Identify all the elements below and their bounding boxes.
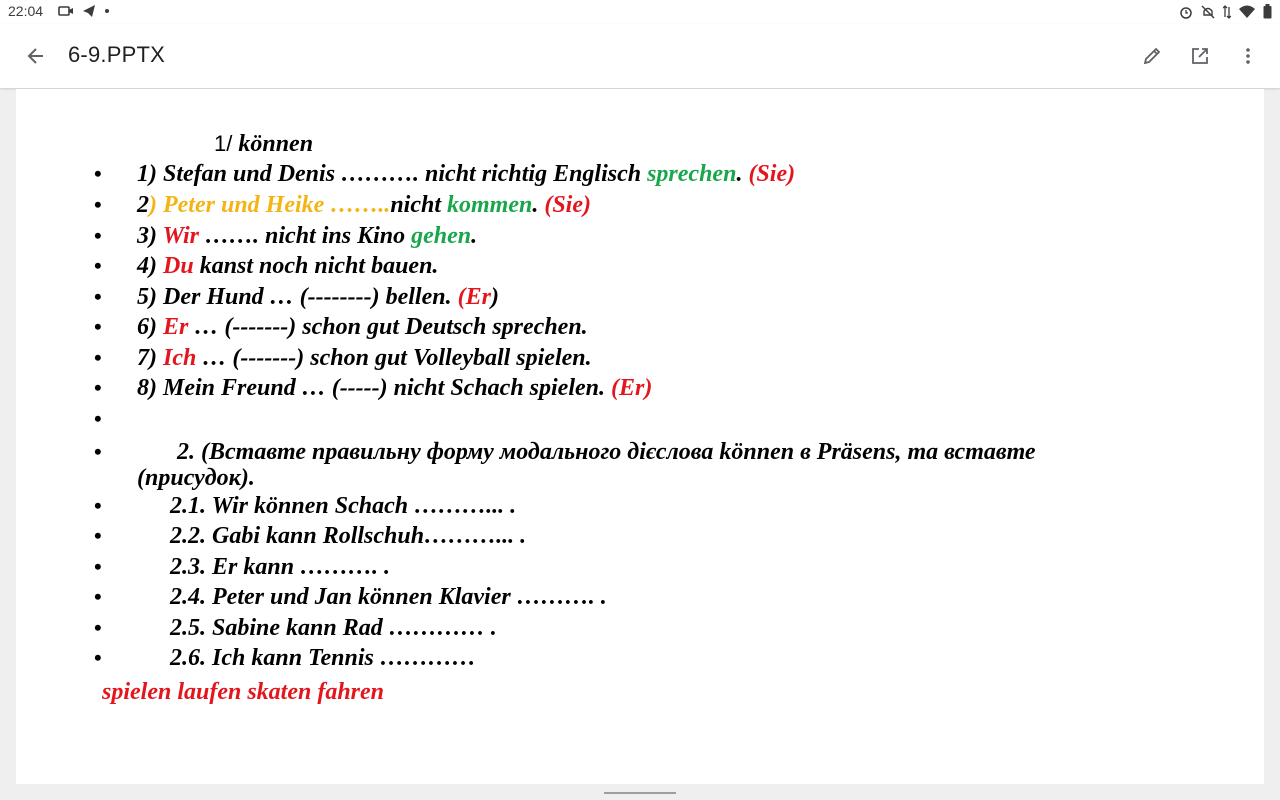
list-item-text — [137, 375, 652, 402]
status-left-icons — [58, 4, 110, 18]
exercise-text: 2.6. Ich kann Tennis ………… — [170, 645, 476, 671]
telegram-icon — [82, 4, 96, 18]
list-item-text — [137, 314, 588, 341]
arrow-back-icon — [26, 46, 46, 66]
text-segment: sprechen — [647, 161, 737, 187]
text-segment: 5) Der Hund … (--------) bellen. — [137, 284, 458, 310]
bullet: • — [94, 314, 102, 339]
slide-heading — [214, 131, 313, 158]
text-segment: nicht — [390, 192, 447, 218]
app-bar — [0, 24, 1280, 88]
text-segment: . — [471, 223, 478, 249]
battery-icon — [1263, 4, 1272, 19]
edit-icon — [1142, 46, 1162, 66]
list-item-text — [137, 161, 795, 188]
bullet: • — [94, 615, 102, 640]
list-item-text — [137, 253, 438, 280]
bullet: • — [94, 284, 102, 309]
text-segment: 6) — [137, 314, 163, 340]
text-segment: kommen — [447, 192, 533, 218]
edit-button[interactable] — [1132, 36, 1172, 76]
open-external-button[interactable] — [1180, 36, 1220, 76]
text-segment: … (-------) schon gut Volleyball spielen. — [196, 345, 592, 371]
bullet: • — [94, 375, 102, 400]
text-segment: ) Peter und Heike …….. — [149, 192, 391, 218]
text-segment: ) — [490, 284, 499, 310]
bullet: • — [94, 645, 102, 670]
video-icon — [58, 5, 74, 17]
text-segment: 1) Stefan und Denis ………. nicht richtig Englisch — [137, 161, 648, 187]
text-segment: … (-------) schon gut Deutsch sprechen. — [188, 314, 588, 340]
open-external-icon — [1190, 46, 1210, 66]
bullet: • — [94, 523, 102, 548]
home-indicator — [604, 792, 676, 794]
exercise-text: 2.5. Sabine kann Rad ………… . — [170, 615, 497, 641]
exercise-text: 2.4. Peter und Jan können Klavier ………. . — [170, 584, 607, 610]
text-segment: 3) — [137, 223, 163, 249]
status-right-icons — [1179, 4, 1272, 19]
text-segment: 4) — [137, 253, 163, 279]
slide-content — [16, 89, 1264, 784]
bullet: • — [94, 253, 102, 278]
task-2-instruction: 2. (Вставте правильну форму модального дієслова können в Präsens, та вставте (присудок). — [137, 439, 1036, 491]
mute-icon — [1201, 5, 1215, 19]
status-time: 22:04 — [8, 3, 44, 19]
text-segment: Wir — [162, 223, 200, 249]
status-bar — [0, 0, 1280, 24]
bullet: • — [94, 161, 102, 186]
bullet: • — [94, 223, 102, 248]
more-options-button[interactable] — [1228, 36, 1268, 76]
bullet: • — [94, 439, 102, 464]
text-segment: . — [532, 192, 545, 218]
slide — [16, 89, 1264, 784]
text-segment: Ich — [163, 345, 197, 371]
bullet: • — [94, 584, 102, 609]
alarm-icon — [1179, 5, 1193, 19]
bullet: • — [94, 406, 102, 431]
text-segment: . — [736, 161, 749, 187]
more-vert-icon — [1238, 46, 1258, 66]
data-arrows-icon — [1223, 5, 1231, 19]
list-item-text — [137, 284, 499, 311]
text-segment: ……. nicht ins Kino — [199, 223, 412, 249]
text-segment: (Er — [457, 284, 491, 310]
text-segment: (Sie) — [544, 192, 591, 218]
back-button[interactable] — [16, 36, 56, 76]
list-item-text — [137, 192, 591, 219]
text-segment: Er — [163, 314, 189, 340]
heading-word: können — [238, 131, 314, 157]
text-segment: (Sie) — [748, 161, 796, 187]
bullet: • — [94, 493, 102, 518]
exercise-text: 2.3. Er kann ………. . — [170, 554, 391, 580]
list-item-text — [137, 345, 592, 372]
bullet: • — [94, 554, 102, 579]
bullet: • — [94, 192, 102, 217]
text-segment: 8) Mein Freund … (-----) nicht Schach spielen. — [137, 375, 611, 401]
text-segment: kanst noch nicht bauen. — [193, 253, 439, 279]
answer-words: spielen laufen skaten fahren — [102, 679, 385, 705]
wifi-icon — [1239, 5, 1255, 19]
exercise-text: 2.2. Gabi kann Rollschuh………... . — [170, 523, 527, 549]
bullet: • — [94, 345, 102, 370]
heading-number: 1/ — [214, 131, 233, 156]
text-segment: 2 — [137, 192, 149, 218]
text-segment: Du — [163, 253, 194, 279]
text-segment: gehen — [411, 223, 472, 249]
text-segment: 7) — [137, 345, 163, 371]
exercise-text: 2.1. Wir können Schach ………... . — [170, 493, 517, 519]
text-segment: (Er) — [611, 375, 653, 401]
list-item-text — [137, 223, 477, 250]
document-title: 6-9.PPTX — [68, 42, 165, 67]
dot-icon — [104, 8, 110, 14]
